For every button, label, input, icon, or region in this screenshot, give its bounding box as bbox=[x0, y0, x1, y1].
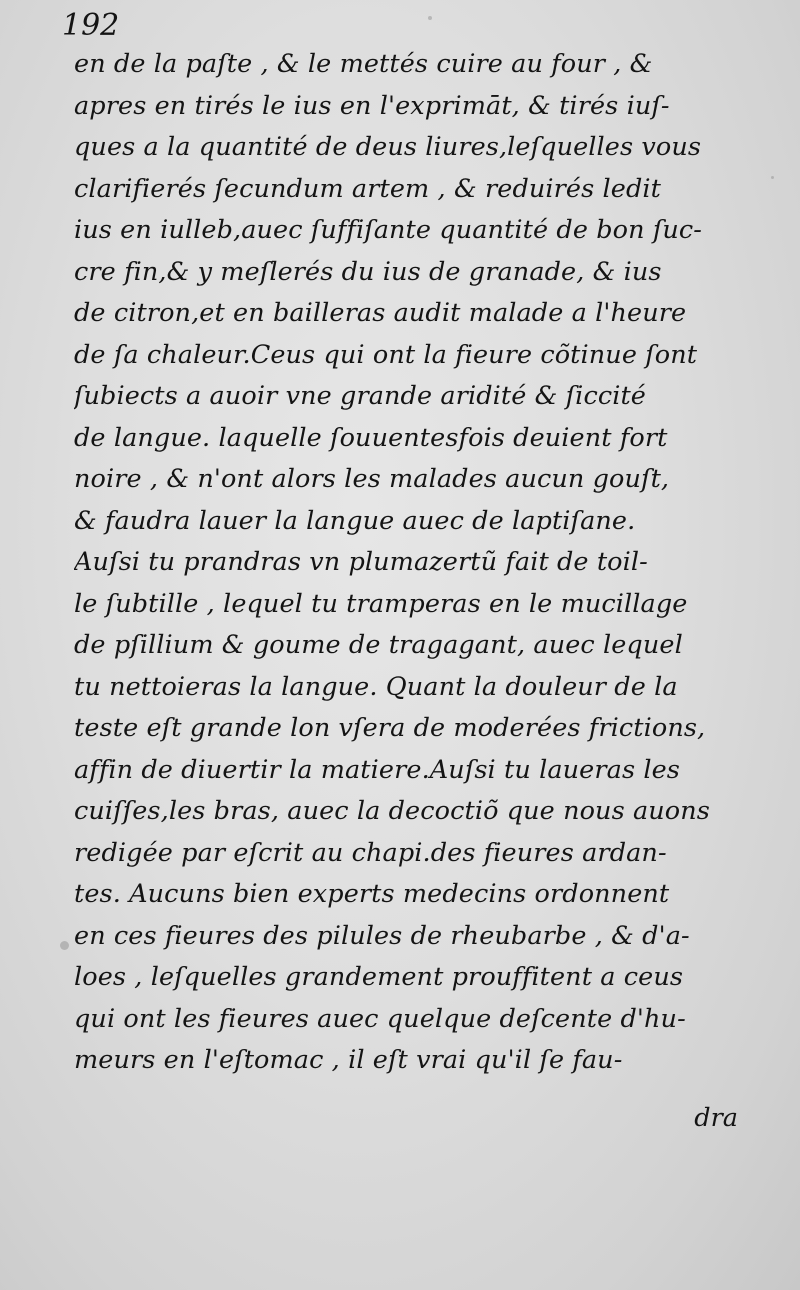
body-text bbox=[74, 44, 746, 1082]
text-line: affin de diuertir la matiere.Auſsi tu laueras les bbox=[74, 754, 680, 785]
text-line: ius en iulleb,auec ſuffiſante quantité de bon ſuc- bbox=[74, 215, 703, 245]
text-line: tes. Aucuns bien experts medecins ordonnent bbox=[74, 879, 670, 909]
text-line: le ſubtille , lequel tu tramperas en le mucillage bbox=[74, 588, 688, 619]
text-line: de langue. laquelle ſouuentesfois deuient fort bbox=[74, 422, 668, 453]
paper-speck bbox=[771, 176, 774, 179]
text-line: redigée par eſcrit au chapi.des fieures ardan- bbox=[74, 837, 667, 868]
text-line: tu nettoieras la langue. Quant la douleur de la bbox=[74, 671, 678, 702]
text-line: qui ont les fieures auec quelque deſcente d'hu- bbox=[74, 1003, 686, 1034]
text-line: en de la paſte , & le mettés cuire au four , & bbox=[74, 49, 653, 79]
text-line: meurs en l'eſtomac , il eſt vrai qu'il ſe fau- bbox=[74, 1045, 623, 1075]
text-line: cre fin,& y meſlerés du ius de granade, & ius bbox=[74, 256, 662, 287]
text-line: de ſa chaleur.Ceus qui ont la fieure cõtinue ſont bbox=[74, 339, 698, 370]
text-line: de pſillium & goume de tragagant, auec lequel bbox=[74, 630, 683, 660]
text-line: cuiſſes,les bras, auec la decoctiõ que nous auons bbox=[74, 796, 710, 826]
text-line: & faudra lauer la langue auec de laptiſane. bbox=[74, 505, 636, 536]
text-line: ſubiects a auoir vne grande aridité & ſiccité bbox=[74, 381, 646, 411]
text-line: de citron,et en bailleras audit malade a l'heure bbox=[74, 298, 687, 328]
paper-speck bbox=[428, 16, 432, 20]
catchword: dra bbox=[694, 1103, 738, 1133]
text-line: loes , leſquelles grandement prouffitent a ceus bbox=[74, 962, 684, 992]
page-number: 192 bbox=[62, 8, 120, 43]
text-line: en ces fieures des pilules de rheubarbe , & d'a- bbox=[74, 920, 690, 951]
text-line: noire , & n'ont alors les malades aucun gouſt, bbox=[74, 464, 670, 494]
text-line: teste eſt grande lon vſera de moderées frictions, bbox=[74, 713, 706, 743]
text-line: ques a la quantité de deus liures,leſquelles vous bbox=[74, 132, 702, 162]
text-line: clarifierés ſecundum artem , & reduirés ledit bbox=[74, 173, 661, 204]
paper-speck bbox=[60, 941, 69, 950]
text-line: Auſsi tu prandras vn plumazertũ fait de toil- bbox=[74, 547, 648, 577]
text-line: apres en tirés le ius en l'exprimāt, & tirés iuſ- bbox=[74, 90, 670, 121]
